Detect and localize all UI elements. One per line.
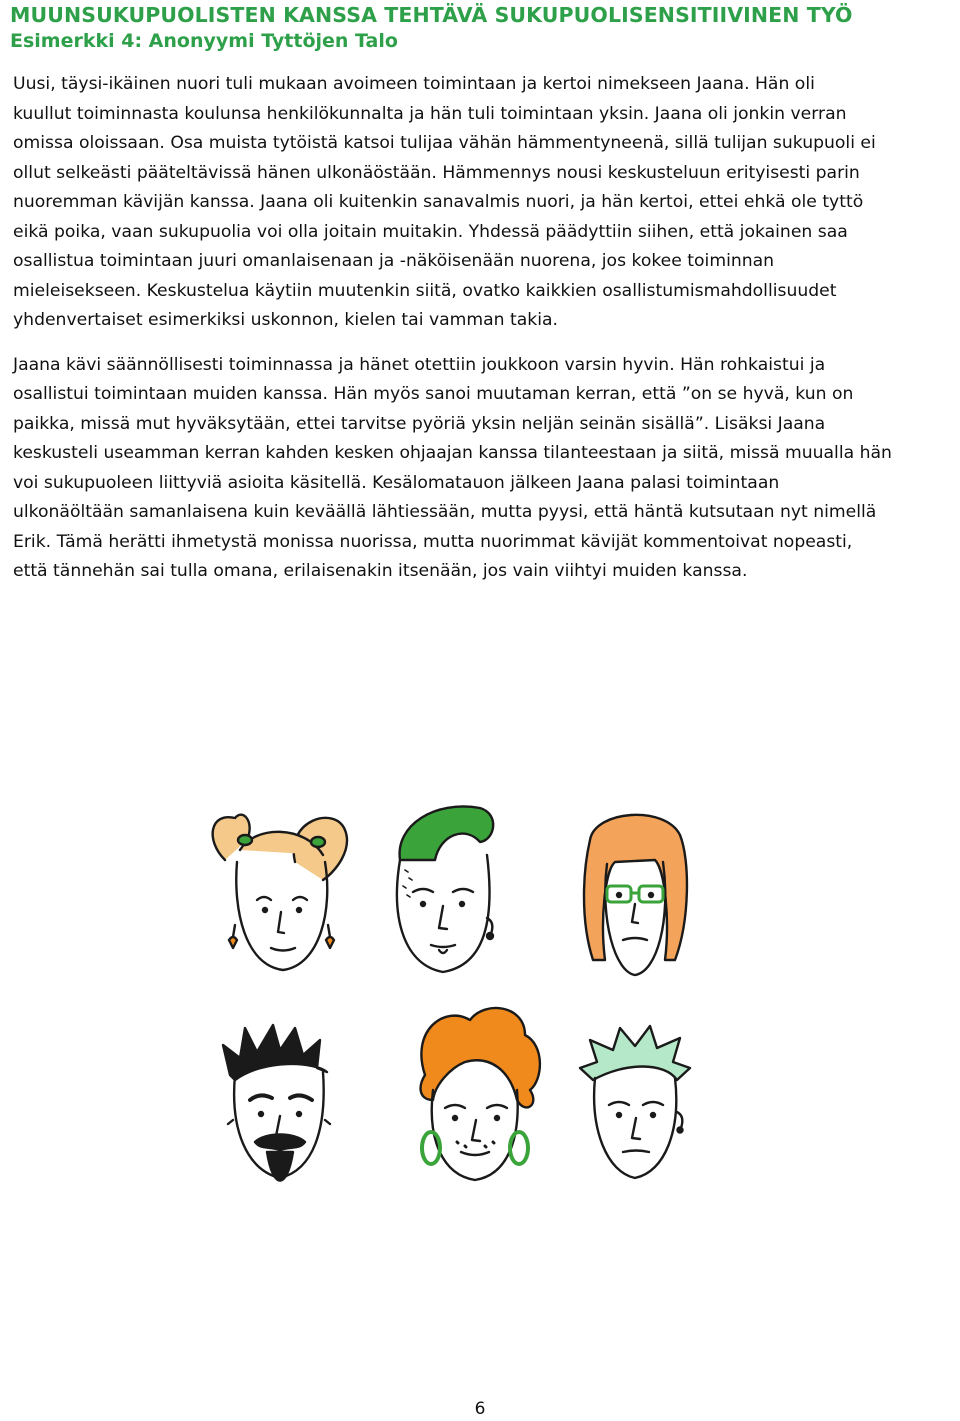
body-text (13, 70, 958, 587)
paragraph-2 (13, 351, 958, 587)
text-line: osallistua toimintaan juuri omanlaisenaan ja -näköisenään nuorena, jos kokee toiminnan (13, 251, 775, 271)
text-line: Jaana kävi säännöllisesti toiminnassa ja hänet otettiin joukkoon varsin hyvin. Hän rohkaistui ja (13, 354, 826, 375)
page-number: 6 (474, 1399, 486, 1419)
text-line: mieleisekseen. Keskustelua käytiin muutenkin siitä, ovatko kaikkien osallistumismahdollisuudet (13, 280, 837, 301)
text-line: osallistui toimintaan muiden kanssa. Hän myös sanoi muutaman kerran, että ”on se hyvä, kun on (13, 384, 854, 404)
face-mohawk (397, 807, 493, 972)
face-glasses (584, 815, 687, 975)
face-mint (580, 1026, 690, 1178)
text-line: nuoremman kävijän kanssa. Jaana oli kuitenkin sanavalmis nuori, ja hän kertoi, ettei ehkä ole tyttö (13, 192, 864, 212)
hair-tie-icon (311, 837, 325, 847)
faces-illustration (195, 800, 765, 1190)
hair-messy (580, 1026, 690, 1080)
goatee-icon (255, 1135, 305, 1181)
text-line: Uusi, täysi-ikäinen nuori tuli mukaan avoimeen toimintaan ja kertoi nimekseen Jaana. Hän oli (13, 74, 815, 94)
document-title: MUUNSUKUPUOLISTEN KANSSA TEHTÄVÄ SUKUPUOLISENSITIIVINEN TYÖ (10, 3, 853, 27)
paragraph-1 (13, 70, 958, 336)
ear-stud-icon (677, 1112, 682, 1128)
document-header (10, 2, 955, 54)
earring-icon (233, 925, 235, 937)
text-line: eikä poika, vaan sukupuolia voi olla joitain muitakin. Yhdessä päädyttiin siihen, että jokainen saa (13, 221, 848, 242)
text-line: paikka, missä mut hyväksytään, ettei tarvitse pyöriä yksin neljän seinän sisällä”. Lisäksi Jaana (13, 413, 826, 434)
text-line: ollut selkeästi pääteltävissä hänen ulkonäöstään. Hämmennys nousi keskusteluun erityisesti parin (13, 162, 860, 183)
face-curly (421, 1008, 540, 1180)
example-subtitle: Esimerkki 4: Anonyymi Tyttöjen Talo (10, 30, 398, 52)
hair-tie-icon (238, 835, 252, 845)
text-line: Erik. Tämä herätti ihmetystä monissa nuorissa, mutta nuorimmat kävijät kommentoivat nopeasti, (13, 531, 853, 552)
text-line: keskusteli useamman kerran kahden kesken ohjaajan kanssa tilanteestaan ja siitä, missä muualla hän (13, 443, 892, 463)
text-line: yhdenvertaiset esimerkiksi uskonnon, kielen tai vamman takia. (13, 310, 559, 330)
text-line: että tännehän sai tulla omana, erilaisenakin itsenään, jos vain viihtyi muiden kanssa. (13, 561, 748, 581)
hair-spiky (223, 1025, 327, 1080)
face-pigtails (213, 815, 347, 970)
hair-mohawk (400, 807, 494, 860)
text-line: voi sukupuoleen liittyviä asioita käsitellä. Kesälomatauon jälkeen Jaana palasi toimintaan (13, 472, 780, 493)
face-goatee (223, 1025, 330, 1181)
text-line: omissa oloissaan. Osa muista tytöistä katsoi tulijaa vähän hämmentyneenä, sillä tulijan sukupuoli ei (13, 133, 876, 153)
text-line: ulkonäöltään samanlaisena kuin keväällä lähtiessään, mutta pyysi, että häntä kutsutaan nyt nimellä (13, 502, 877, 522)
hair-curly (421, 1008, 540, 1107)
lip-ring-icon (439, 950, 447, 953)
text-line: kuullut toiminnasta koulunsa henkilökunnalta ja hän tuli toimintaan yksin. Jaana oli jonkin verran (13, 103, 847, 124)
